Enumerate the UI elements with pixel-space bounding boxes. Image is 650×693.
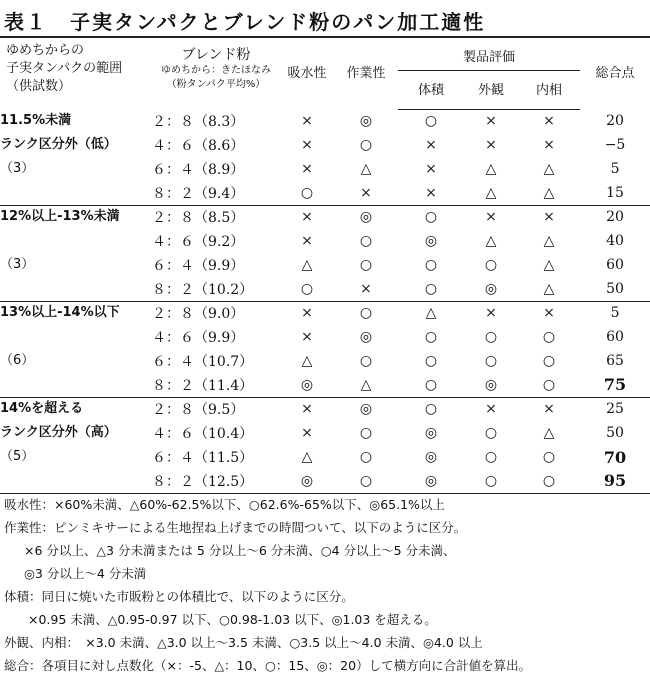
table-row	[0, 253, 650, 277]
total-cell: 50	[580, 277, 650, 301]
note-line: 吸水性：×60%未満、△60%-62.5%以下、○62.6%-65%以下、◎65.1%以上	[4, 497, 445, 512]
workability-cell: ◎	[359, 329, 373, 345]
crumb-cell: ○	[542, 353, 556, 369]
table-row	[0, 373, 650, 397]
range-cell: ランク区分外（低）	[0, 137, 117, 152]
note-line: 外観、内相： ×3.0 未満、△3.0 以上～3.5 未満、○3.5 以上～4.0 未満、◎4.0 以上	[4, 635, 483, 650]
workability-cell: ○	[359, 233, 373, 249]
blend-cell: ４：６（8.6）	[152, 138, 245, 154]
total-cell: 5	[610, 161, 620, 177]
header-range	[0, 37, 152, 109]
results-table	[0, 36, 650, 494]
evaluation-divider	[398, 70, 580, 71]
header-range-line: ゆめちからの	[6, 43, 85, 58]
table-row	[0, 109, 650, 133]
crumb-cell: ○	[542, 329, 556, 345]
appearance-cell: ×	[485, 305, 497, 322]
volume-cell: ○	[424, 113, 438, 130]
table-title: 表１ 子実タンパクとブレンド粉のパン加工適性	[4, 10, 486, 34]
workability-cell: △	[334, 373, 398, 397]
header-range-line: （供試数）	[6, 79, 72, 94]
appearance-cell: ×	[485, 209, 497, 226]
note-line: ◎3 分以上～4 分未満	[24, 566, 147, 581]
absorption-cell: ◎	[280, 373, 334, 397]
blend-cell: ２：８（9.5）	[152, 402, 245, 419]
workability-cell: ○	[359, 305, 373, 322]
absorption-cell: ×	[301, 137, 313, 153]
blend-cell: ４：６（9.9）	[152, 330, 245, 346]
blend-cell: ６：４（9.9）	[152, 258, 245, 274]
volume-cell: ○	[424, 353, 438, 369]
total-cell: 20	[606, 209, 624, 226]
range-cell: （3）	[0, 161, 35, 176]
volume-cell: ○	[424, 209, 438, 226]
workability-cell: ○	[334, 469, 398, 493]
workability-cell: ○	[359, 425, 373, 441]
crumb-cell: ×	[543, 209, 555, 226]
volume-cell: ◎	[424, 233, 438, 249]
absorption-cell: ×	[301, 305, 313, 322]
table-row	[0, 397, 650, 421]
blend-cell: ８：２（9.4）	[152, 181, 280, 205]
volume-cell: ×	[425, 137, 437, 153]
crumb-cell: △	[543, 425, 555, 441]
table-row	[0, 157, 650, 181]
volume-cell: △	[425, 305, 437, 322]
blend-cell: ６：４（10.7）	[152, 354, 254, 370]
absorption-cell: ×	[301, 233, 313, 249]
absorption-cell: △	[301, 257, 313, 273]
appearance-cell: ○	[484, 425, 498, 441]
range-cell: 11.5%未満	[0, 113, 72, 128]
blend-cell: ６：４（11.5）	[152, 450, 254, 466]
crumb-cell: △	[543, 257, 555, 273]
blend-cell: ８：２（12.5）	[152, 469, 280, 493]
range-cell: （6）	[0, 353, 35, 368]
table-row	[0, 301, 650, 325]
total-cell: 95	[580, 469, 650, 493]
appearance-cell: ×	[485, 401, 497, 418]
table-row	[0, 229, 650, 253]
header-appearance: 外観	[464, 73, 518, 109]
volume-cell: ○	[398, 373, 464, 397]
absorption-cell: ◎	[280, 469, 334, 493]
range-cell: （5）	[0, 449, 35, 464]
table-row	[0, 205, 650, 229]
appearance-cell: ○	[464, 469, 518, 493]
total-cell: 5	[610, 305, 620, 322]
absorption-cell: ×	[301, 161, 313, 177]
workability-cell: ×	[334, 181, 398, 205]
crumb-cell: ×	[543, 305, 555, 322]
range-cell: 13%以上-14%以下	[0, 305, 120, 321]
blend-cell: ６：４（8.9）	[152, 162, 245, 178]
header-blend	[152, 37, 280, 109]
crumb-cell: ×	[543, 113, 555, 130]
absorption-cell: ×	[301, 329, 313, 345]
note-line: 体積：同日に焼いた市販粉との体積比で、以下のように区分。	[4, 589, 354, 604]
workability-cell: ◎	[359, 209, 373, 226]
table-row	[0, 325, 650, 349]
note-line: ×6 分以上、△3 分未満または 5 分以上～6 分未満、○4 分以上～5 分未満、	[24, 543, 456, 558]
workability-cell: ○	[359, 137, 373, 153]
header-evaluation	[398, 37, 580, 73]
volume-cell: ○	[424, 257, 438, 273]
table-row	[0, 421, 650, 445]
header-range-line: 子実タンパクの範囲	[6, 61, 123, 76]
appearance-cell: ○	[484, 257, 498, 273]
range-cell	[0, 373, 152, 397]
total-cell: 60	[606, 329, 624, 345]
blend-cell: ２：８（8.5）	[152, 210, 245, 227]
blend-cell: ４：６（9.2）	[152, 234, 245, 250]
volume-cell: ○	[424, 401, 438, 418]
appearance-cell: △	[485, 233, 497, 249]
workability-cell: ○	[359, 449, 373, 465]
absorption-cell: ×	[301, 113, 313, 129]
volume-cell: ○	[424, 329, 438, 345]
range-cell	[0, 469, 152, 493]
total-cell: 70	[603, 447, 627, 467]
appearance-cell: ◎	[464, 277, 518, 301]
absorption-cell: ×	[301, 209, 313, 226]
total-cell: 20	[606, 113, 624, 129]
range-cell: 12%以上-13%未満	[0, 209, 120, 225]
total-cell: 40	[606, 233, 624, 249]
crumb-cell: ○	[518, 469, 580, 493]
table-row	[0, 469, 650, 493]
crumb-cell: ○	[542, 449, 556, 465]
absorption-cell: ○	[280, 181, 334, 205]
absorption-cell: ○	[280, 277, 334, 301]
total-cell: 25	[606, 401, 624, 418]
absorption-cell: △	[301, 449, 313, 465]
header-absorption: 吸水性	[287, 65, 327, 81]
range-cell: ランク区分外（高）	[0, 425, 117, 440]
total-cell: 15	[580, 181, 650, 205]
volume-cell: ◎	[424, 449, 438, 465]
blend-cell: ４：６（10.4）	[152, 426, 254, 442]
appearance-cell: ◎	[464, 373, 518, 397]
volume-cell: ×	[398, 181, 464, 205]
crumb-cell: △	[518, 181, 580, 205]
total-cell: −5	[604, 137, 626, 153]
appearance-cell: ○	[484, 329, 498, 345]
appearance-cell: △	[485, 161, 497, 177]
header-total: 総合点	[595, 65, 635, 81]
appearance-cell: ×	[485, 113, 497, 130]
notes	[4, 493, 650, 677]
crumb-cell: ○	[518, 373, 580, 397]
header-workability: 作業性	[346, 65, 386, 81]
range-cell: 14%を超える	[0, 401, 84, 417]
workability-cell: ○	[359, 353, 373, 369]
total-cell: 60	[606, 257, 624, 273]
crumb-cell: △	[543, 161, 555, 177]
range-cell	[0, 181, 152, 205]
note-line: 総合：各項目に対し点数化（×：-5、△：10、○：15、◎：20）して横方向に合計値を算出。	[4, 658, 532, 673]
range-cell	[0, 229, 152, 253]
volume-cell: ◎	[398, 469, 464, 493]
table-row	[0, 133, 650, 157]
table-row	[0, 277, 650, 301]
volume-cell: ×	[425, 161, 437, 177]
absorption-cell: △	[301, 353, 313, 369]
blend-cell: ２：８（8.3）	[152, 114, 245, 130]
volume-cell: ○	[398, 277, 464, 301]
range-cell	[0, 325, 152, 349]
blend-cell: ８：２（11.4）	[152, 373, 280, 397]
appearance-cell: ○	[484, 449, 498, 465]
total-cell: 65	[606, 353, 624, 369]
header-evaluation-label: 製品評価	[463, 50, 516, 65]
table-row	[0, 349, 650, 373]
workability-cell: △	[360, 161, 372, 177]
crumb-cell: ×	[543, 137, 555, 153]
header-volume: 体積	[398, 73, 464, 109]
workability-cell: ◎	[359, 113, 373, 129]
note-line: 作業性：ピンミキサーによる生地捏ね上げまでの時間ついて、以下のように区分。	[4, 520, 467, 535]
volume-cell: ◎	[424, 425, 438, 441]
crumb-cell: ×	[543, 401, 555, 418]
table-row	[0, 181, 650, 205]
crumb-cell: △	[518, 277, 580, 301]
table-row	[0, 445, 650, 469]
header-blend-sub1: ゆめちから：きたほなみ	[161, 65, 271, 76]
blend-cell: ２：８（9.0）	[152, 306, 245, 323]
appearance-cell: △	[464, 181, 518, 205]
workability-cell: ◎	[359, 401, 373, 418]
range-cell: （3）	[0, 257, 35, 272]
header-blend-sub2: （粉タンパク平均%）	[166, 79, 266, 90]
total-cell: 50	[606, 425, 624, 441]
total-cell: 75	[580, 373, 650, 397]
blend-cell: ８：２（10.2）	[152, 277, 280, 301]
absorption-cell: ×	[301, 401, 313, 418]
note-line: ×0.95 未満、△0.95-0.97 以下、○0.98-1.03 以下、◎1.03 を超える。	[28, 612, 437, 627]
crumb-cell: △	[543, 233, 555, 249]
appearance-cell: ○	[484, 353, 498, 369]
absorption-cell: ×	[301, 425, 313, 441]
workability-cell: ○	[359, 257, 373, 273]
header-blend-label: ブレンド粉	[181, 47, 251, 63]
workability-cell: ×	[334, 277, 398, 301]
header-crumb: 内相	[518, 73, 580, 109]
range-cell	[0, 277, 152, 301]
appearance-cell: ×	[485, 137, 497, 153]
